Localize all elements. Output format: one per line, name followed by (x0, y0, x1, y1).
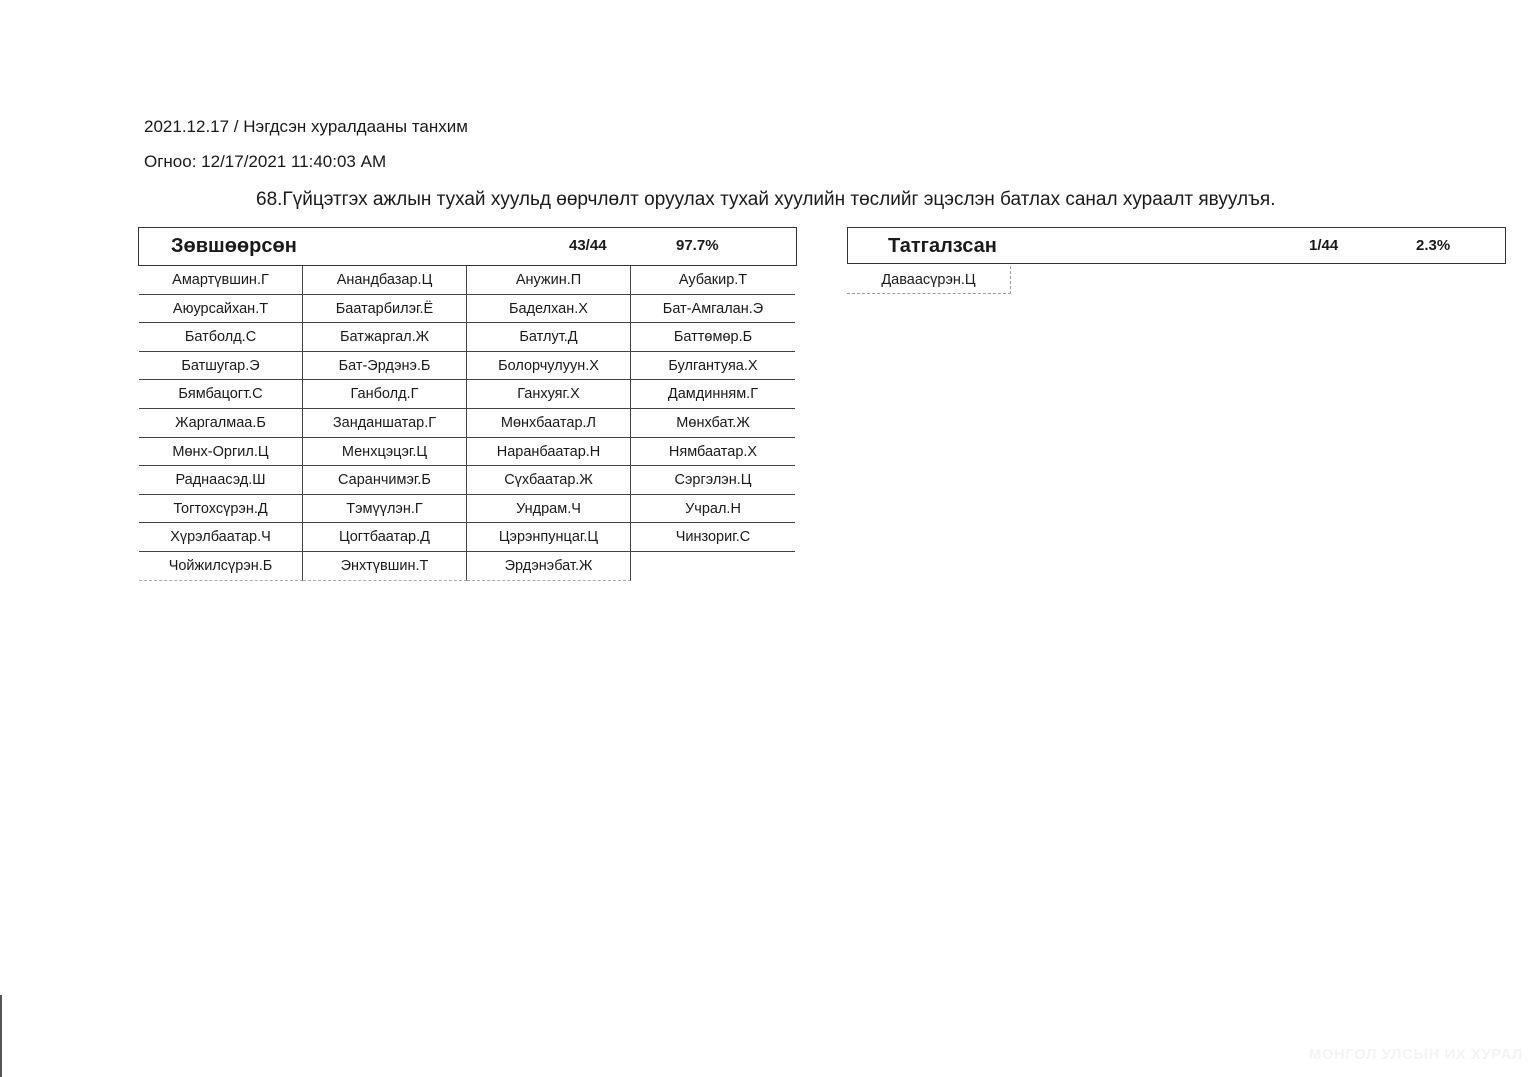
member-cell: Менхцэцэг.Ц (303, 438, 467, 467)
member-cell: Тэмүүлэн.Г (303, 495, 467, 524)
member-cell: Ганхуяг.Х (467, 380, 631, 409)
member-cell: Чойжилсүрэн.Б (139, 552, 303, 581)
member-cell: Батлут.Д (467, 323, 631, 352)
member-cell: Ганболд.Г (303, 380, 467, 409)
rejected-title: Татгалзсан (888, 235, 997, 257)
member-cell: Цогтбаатар.Д (303, 523, 467, 552)
member-cell: Дамдинням.Г (631, 380, 795, 409)
member-cell: Нямбаатар.Х (631, 438, 795, 467)
approved-title: Зөвшөөрсөн (171, 235, 297, 257)
member-cell: Мөнхбаатар.Л (467, 409, 631, 438)
member-cell: Раднаасэд.Ш (139, 466, 303, 495)
member-cell: Мөнх-Оргил.Ц (139, 438, 303, 467)
member-cell: Бямбацогт.С (139, 380, 303, 409)
member-cell: Чинзориг.С (631, 523, 795, 552)
member-cell: Жаргалмаа.Б (139, 409, 303, 438)
member-cell: Анужин.П (467, 266, 631, 295)
member-cell: Амартүвшин.Г (139, 266, 303, 295)
member-cell: Баделхан.Х (467, 295, 631, 324)
member-cell: Ундрам.Ч (467, 495, 631, 524)
approved-percent: 97.7% (676, 237, 719, 254)
member-cell: Сүхбаатар.Ж (467, 466, 631, 495)
rejected-members-table (847, 266, 1011, 294)
member-cell: Батшугар.Э (139, 352, 303, 381)
member-cell: Аюурсайхан.Т (139, 295, 303, 324)
member-cell: Даваасүрэн.Ц (847, 266, 1011, 294)
member-cell: Баатарбилэг.Ё (303, 295, 467, 324)
member-cell: Занданшатар.Г (303, 409, 467, 438)
member-cell: Батжаргал.Ж (303, 323, 467, 352)
member-cell: Баттөмөр.Б (631, 323, 795, 352)
member-cell: Мөнхбат.Ж (631, 409, 795, 438)
approved-members-table (139, 266, 795, 581)
member-cell: Болорчулуун.Х (467, 352, 631, 381)
header-line-session: 2021.12.17 / Нэгдсэн хуралдааны танхим (144, 117, 468, 136)
member-cell: Энхтүвшин.Т (303, 552, 467, 581)
member-cell: Хүрэлбаатар.Ч (139, 523, 303, 552)
member-cell: Наранбаатар.Н (467, 438, 631, 467)
header-line-date: Огноо: 12/17/2021 11:40:03 AM (144, 152, 387, 171)
member-cell: Аубакир.Т (631, 266, 795, 295)
approved-count: 43/44 (569, 237, 607, 254)
member-cell: Тогтохсүрэн.Д (139, 495, 303, 524)
member-cell: Саранчимэг.Б (303, 466, 467, 495)
rejected-percent: 2.3% (1416, 237, 1451, 254)
member-cell: Эрдэнэбат.Ж (467, 552, 631, 581)
member-cell: Бат-Эрдэнэ.Б (303, 352, 467, 381)
member-cell: Учрал.Н (631, 495, 795, 524)
rejected-count: 1/44 (1309, 237, 1339, 254)
member-cell: Бат-Амгалан.Э (631, 295, 795, 324)
member-cell: Булгантуяа.Х (631, 352, 795, 381)
scan-edge-mark (0, 995, 2, 1077)
member-cell: Цэрэнпунцаг.Ц (467, 523, 631, 552)
member-cell: Анандбазар.Ц (303, 266, 467, 295)
watermark: МОНГОЛ УЛСЫН ИХ ХУРАЛ (1308, 1046, 1523, 1063)
motion-title: 68.Гүйцэтгэх ажлын тухай хуульд өөрчлөлт оруулах тухай хуулийн төслийг эцэслэн батлах санал хураалт явуулъя. (256, 189, 1276, 210)
member-cell: Батболд.С (139, 323, 303, 352)
member-cell: Сэргэлэн.Ц (631, 466, 795, 495)
approved-header (138, 227, 797, 266)
rejected-header (847, 227, 1506, 264)
